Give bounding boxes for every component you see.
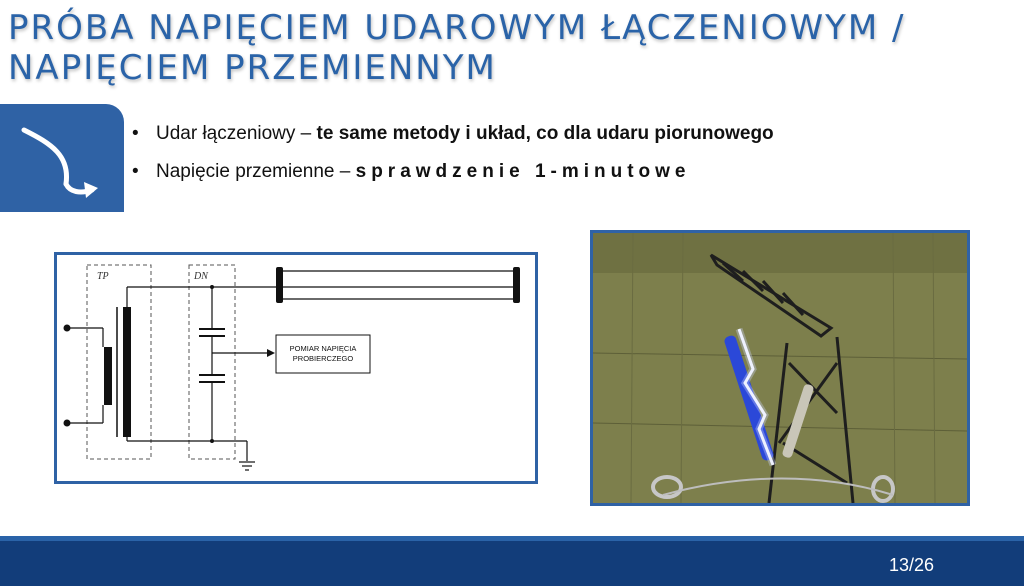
circuit-svg [57, 255, 535, 481]
measure-label-1: POMIAR NAPIĘCIA [289, 344, 357, 353]
bullet-dot: • [132, 161, 139, 182]
page-number: 13/26 [888, 555, 934, 575]
bullet-item-1 [130, 118, 1010, 156]
lab-photo [590, 230, 970, 506]
title-line-2: NAPIĘCIEM PRZEMIENNYM [8, 48, 497, 88]
footer-bar [0, 536, 1024, 586]
lab-photo-svg [593, 233, 967, 503]
bullet-dot: • [132, 123, 139, 144]
tp-label: TP [97, 271, 109, 282]
title-line-1: PRÓBA NAPIĘCIEM UDAROWYM ŁĄCZENIOWYM / [8, 8, 906, 48]
circuit-diagram [54, 252, 538, 484]
slide-title [8, 8, 1008, 88]
dn-label: DN [194, 271, 208, 282]
arrow-box [0, 104, 124, 212]
curved-arrow-icon [0, 104, 124, 212]
bullet-2-bold: sprawdzenie 1-minutowe [355, 161, 691, 182]
bullet-1-bold: te same metody i układ, co dla udaru piorunowego [316, 123, 774, 144]
bullet-1-plain: Udar łączeniowy – [156, 123, 317, 144]
bullet-list [130, 118, 1010, 194]
bullet-2-plain: Napięcie przemienne – [156, 161, 356, 182]
measure-label-2: PROBIERCZEGO [292, 354, 354, 363]
bullet-item-2 [130, 156, 1010, 194]
